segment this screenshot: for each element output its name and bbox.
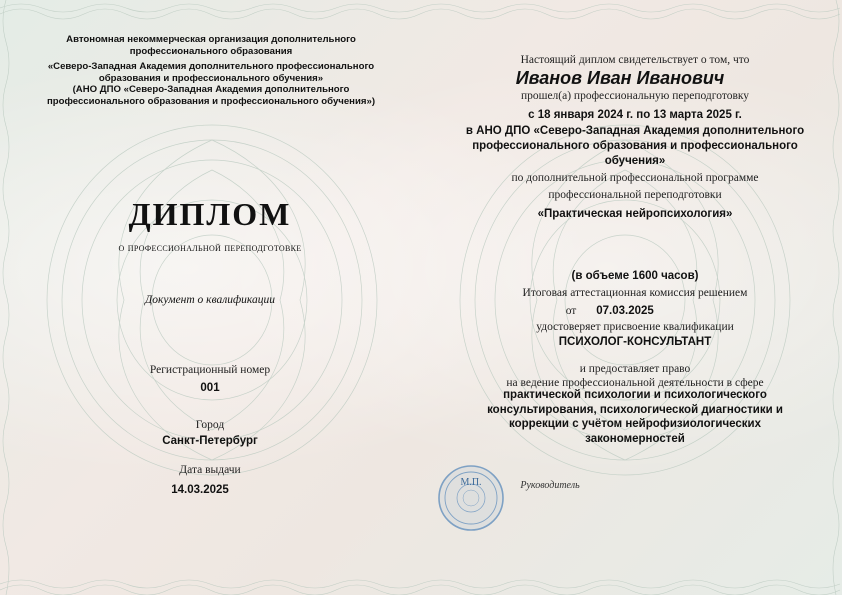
org-line-4: образования и профессионального обучения» (98, 72, 324, 84)
registration-number-label: Регистрационный номер (149, 364, 271, 376)
institution-line-1: в АНО ДПО «Северо-Западная Академия дополнительного (465, 125, 805, 137)
commission-decision: Итоговая аттестационная комиссия решением (522, 287, 748, 299)
area-line-2: консультирования, психологической диагностики и (487, 403, 783, 416)
study-period: с 18 января 2024 г. по 13 марта 2025 г. (528, 109, 742, 121)
org-line-5: (АНО ДПО «Северо-Западная Академия дополнительного (72, 84, 350, 96)
institution (445, 124, 825, 169)
institution-line-3: обучения» (604, 155, 666, 167)
area-line-3: коррекции с учётом нейрофизиологических (508, 418, 762, 430)
qualification-title: ПСИХОЛОГ-КОНСУЛЬТАНТ (558, 336, 712, 348)
org-line-1: Автономная некоммерческая организация дополнительного (66, 34, 356, 45)
decision-from-label: от (565, 305, 577, 317)
city-value: Санкт-Петербург (162, 435, 258, 447)
program-hours: (в объеме 1600 часов) (571, 270, 699, 282)
registration-number-value: 001 (200, 382, 220, 394)
issuer-organization (22, 34, 400, 108)
org-line-3: «Северо-Западная Академия дополнительного профессионального (47, 61, 375, 73)
official-stamp (439, 466, 503, 530)
diploma-subtitle: о профессиональной переподготовке (118, 242, 302, 254)
diploma-title: ДИПЛОМ (128, 196, 292, 232)
program-line-1: по дополнительной профессиональной программе (511, 172, 759, 184)
institution-line-2: профессионального образования и профессионального (472, 140, 798, 152)
certificate-intro: Настоящий диплом свидетельствует о том, что (520, 54, 750, 66)
issue-date-label: Дата выдачи (179, 464, 241, 476)
area-line-1: практической психологии и психологического (503, 389, 767, 401)
qualification-certifies: удостоверяет присвоение квалификации (536, 321, 734, 333)
org-line-2: профессионального образования (129, 45, 293, 57)
head-signature-label: Руководитель (520, 480, 580, 491)
grants-right: и предоставляет право (579, 363, 691, 375)
area-line-4: закономерностей (585, 432, 685, 445)
document-type: Документ о квалификации (144, 294, 276, 306)
graduate-name: Иванов Иван Иванович (515, 68, 725, 88)
org-line-6: профессионального образования и профессионального обучения») (46, 95, 376, 107)
program-line-2: профессиональной переподготовки (548, 189, 722, 201)
activity-area (450, 388, 820, 446)
issue-date-value: 14.03.2025 (171, 484, 229, 496)
city-label: Город (195, 419, 225, 431)
stamp-label: М.П. (460, 477, 482, 488)
activity-line: на ведение профессиональной деятельности в сфере (506, 377, 764, 389)
decision-date: 07.03.2025 (596, 305, 654, 317)
program-name: «Практическая нейропсихология» (537, 208, 733, 220)
passed-retraining: прошел(а) профессиональную переподготовку (520, 90, 750, 102)
